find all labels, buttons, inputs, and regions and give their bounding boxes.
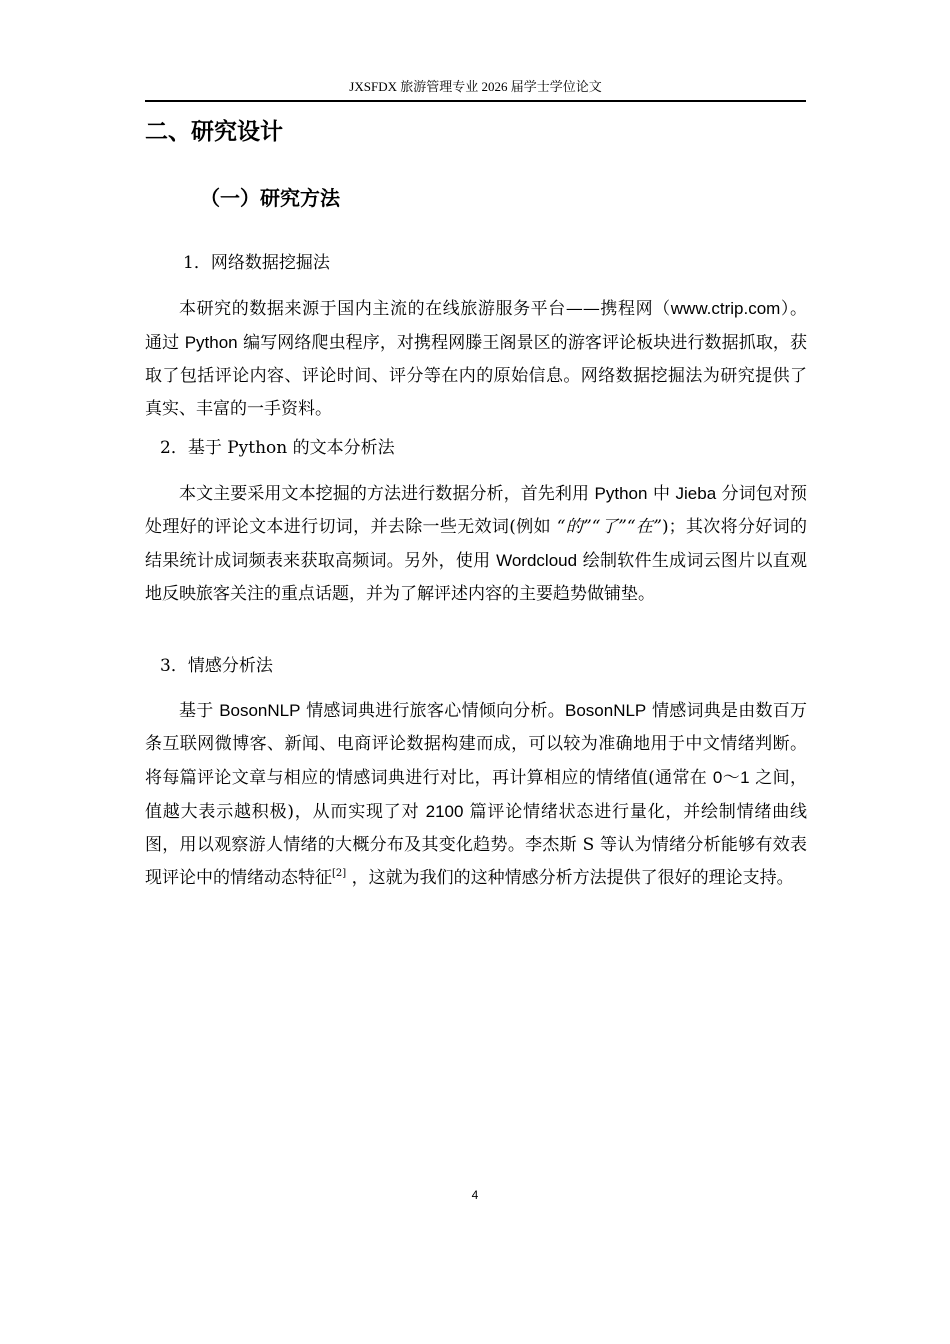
method-3-paragraph: 基于 BosonNLP 情感词典进行旅客心情倾向分析。BosonNLP 情感词典是由数百万条互联网微博客、新闻、电商评论数据构建而成，可以较为准确地用于中文情绪判断。将每篇评论文章与相应的情感词典进行对比，再计算相应的情绪值(通常在 0～1 之间，值越大表示越积极)，从而实现了对 2100 篇评论情绪状态进行量化，并绘制情绪曲线图，用以观察游人情绪的大概分布及其变化趋势。李杰斯 S 等认为情绪分析能够有效表现评论中的情绪动态特征[2] ，这就为我们的这种情感分析方法提供了很好的理论支持。: [145, 701, 808, 888]
page-number: 4: [471, 1188, 479, 1202]
citation-2: [2]: [332, 868, 347, 879]
method-3-heading: 3．情感分析法: [160, 656, 273, 676]
method-1-paragraph: 本研究的数据来源于国内主流的在线旅游服务平台——携程网（www.ctrip.com）。通过 Python 编写网络爬虫程序，对携程网滕王阁景区的游客评论板块进行数据抓取，获取了包括评论内容、评论时间、评分等在内的原始信息。网络数据挖掘法为研究提供了真实、丰富的一手资料。: [145, 299, 808, 419]
subsection-title: （一）研究方法: [200, 186, 340, 210]
method-1-heading: 1．网络数据挖掘法: [183, 253, 330, 273]
header-rule: [145, 100, 806, 102]
section-title: 二、研究设计: [145, 119, 283, 145]
method-2-heading: 2．基于 Python 的文本分析法: [160, 438, 395, 458]
method-2-paragraph: 本文主要采用文本挖掘的方法进行数据分析，首先利用 Python 中 Jieba 分词包对预处理好的评论文本进行切词，并去除一些无效词(例如 “的”“了”“在”)；其次将分好词的结果统计成词频表来获取高频词。另外，使用 Wordcloud 绘制软件生成词云图片以直观地反映旅客关注的重点话题，并为了解评述内容的主要趋势做铺垫。: [145, 484, 807, 604]
running-header: JXSFDX 旅游管理专业 2026 届学士学位论文: [349, 79, 602, 94]
